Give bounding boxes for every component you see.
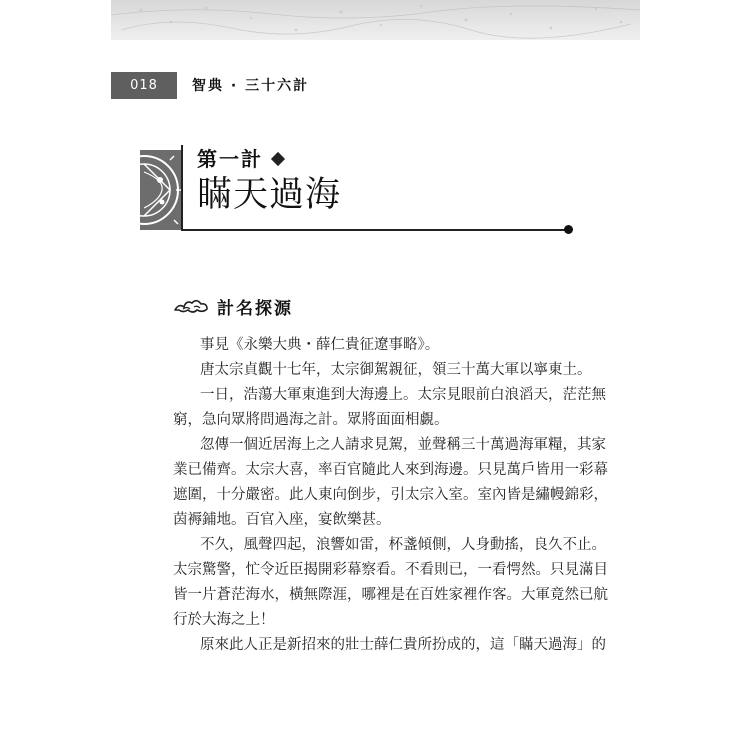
body-text (173, 333, 608, 658)
chapter-emblem (140, 150, 182, 230)
body-line: 一日，浩蕩大軍東進到大海邊上。太宗見眼前白浪滔天，茫茫無 (200, 387, 606, 403)
body-line: 忽傳一個近居海上之人請求見駕，並聲稱三十萬過海軍糧，其家 (200, 437, 606, 453)
decorative-top-band (111, 0, 640, 40)
chapter-label-text: 第一計 (197, 147, 263, 171)
body-line: 窮，急向眾將問過海之計。眾將面面相覷。 (173, 412, 449, 428)
section-heading (173, 292, 293, 320)
texture-pattern (111, 0, 640, 40)
body-line: 原來此人正是新招來的壯士薛仁貴所扮成的，這「瞞天過海」的 (200, 637, 606, 653)
body-line: 事見《永樂大典・薛仁貴征遼事略》。 (200, 337, 440, 353)
emblem-icon (140, 150, 182, 230)
section-heading-text: 計名探源 (217, 298, 293, 319)
chapter-rule-dot (564, 225, 573, 234)
chapter-title: 瞞天過海 (197, 175, 342, 215)
body-line: 唐太宗貞觀十七年，太宗御駕親征，領三十萬大軍以寧東土。 (200, 362, 592, 378)
chapter-label (197, 146, 283, 172)
body-line: 業已備齊。太宗大喜，率百官隨此人來到海邊。只見萬戶皆用一彩幕 (173, 462, 608, 478)
book-title: 智典 · 三十六計 (192, 78, 310, 94)
body-line: 遮圍，十分嚴密。此人東向倒步，引太宗入室。室內皆是繡幔錦彩， (173, 487, 608, 503)
body-line: 太宗驚警，忙令近臣揭開彩幕察看。不看則已，一看愕然。只見滿目 (173, 562, 608, 578)
cloud-icon (173, 297, 209, 315)
body-line: 不久，風聲四起，浪響如雷，杯盞傾側，人身動搖，良久不止。 (200, 537, 606, 553)
body-line: 茵褥鋪地。百官入座，宴飲樂甚。 (173, 512, 391, 528)
chapter-rule-horizontal (181, 229, 568, 231)
body-line: 行於大海之上！ (173, 612, 275, 628)
page-number: 018 (111, 72, 177, 99)
diamond-icon (271, 152, 285, 166)
body-line: 皆一片蒼茫海水，橫無際涯，哪裡是在百姓家裡作客。大軍竟然已航 (173, 587, 608, 603)
chapter-rule-vertical (181, 145, 183, 231)
